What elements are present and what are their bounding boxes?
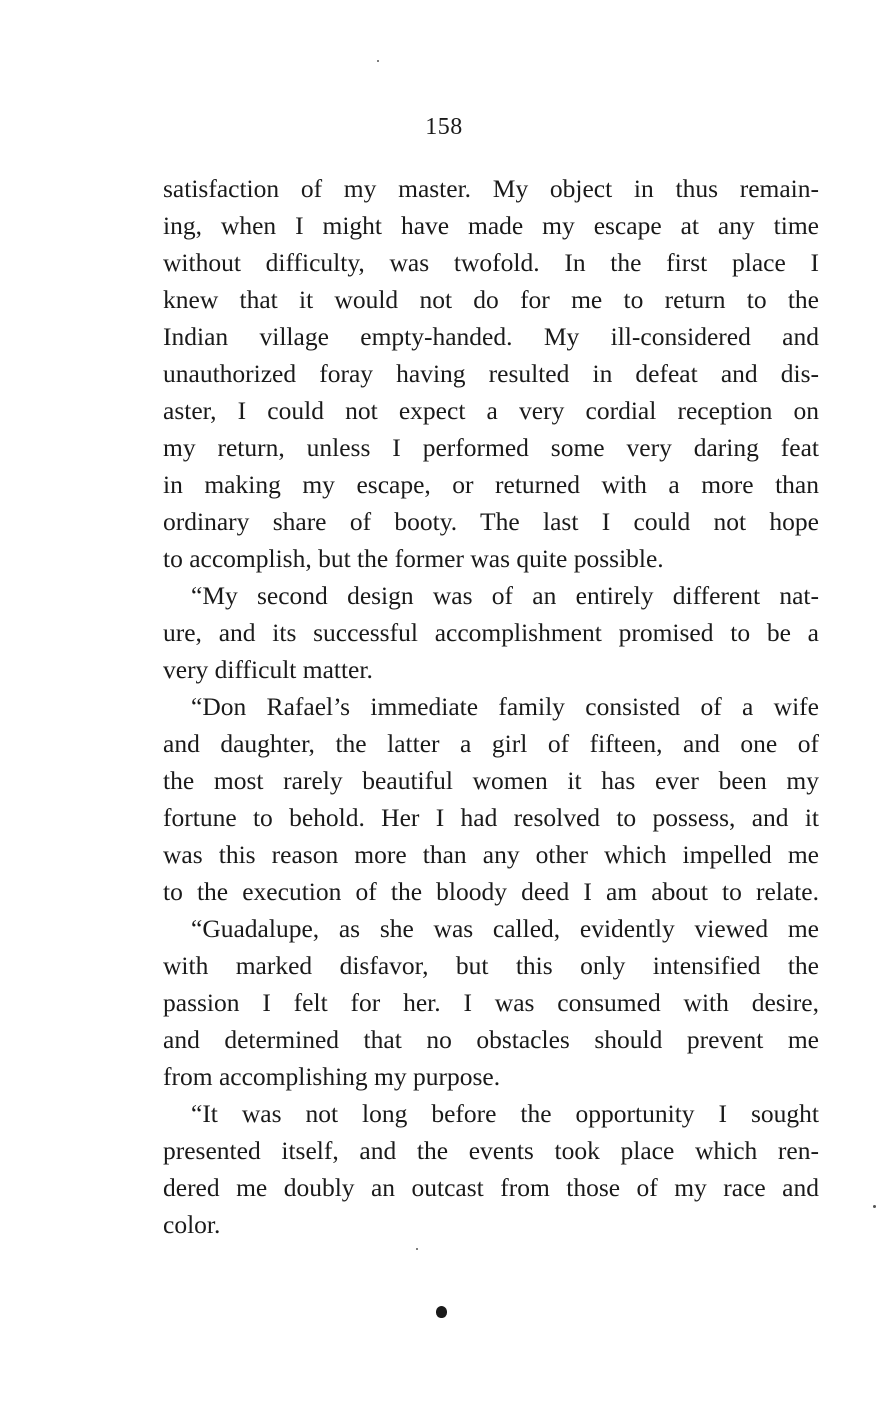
page-number: 158 [425, 114, 463, 140]
text-line: in making my escape, or returned with a more than [163, 470, 819, 499]
text-line: color. [163, 1210, 221, 1239]
text-line: “Guadalupe, as she was called, evidently viewed me [191, 914, 819, 943]
text-line: ing, when I might have made my escape at any time [163, 211, 819, 240]
text-line: dered me doubly an outcast from those of my race and [163, 1173, 819, 1202]
text-line: “Don Rafael’s immediate family consisted of a wife [191, 692, 819, 721]
paragraph-4 [163, 910, 819, 1095]
text-line: satisfaction of my master. My object in thus remain- [163, 174, 819, 203]
text-line: unauthorized foray having resulted in defeat and dis- [163, 359, 819, 388]
paper-speck [873, 1205, 876, 1208]
text-line: ordinary share of booty. The last I could not hope [163, 507, 819, 536]
text-line: passion I felt for her. I was consumed with desire, [163, 988, 819, 1017]
text-line: from accomplishing my purpose. [163, 1062, 501, 1091]
text-line: to the execution of the bloody deed I am about to relate. [163, 877, 819, 906]
text-line: with marked disfavor, but this only intensified the [163, 951, 819, 980]
text-line: my return, unless I performed some very daring feat [163, 433, 819, 462]
text-line: ure, and its successful accomplishment promised to be a [163, 618, 819, 647]
paragraph-3 [163, 688, 819, 910]
text-line: Indian village empty-handed. My ill-considered and [163, 322, 819, 351]
text-line: and daughter, the latter a girl of fifteen, and one of [163, 729, 819, 758]
paragraph-2 [163, 577, 819, 688]
printer-ornament [436, 1306, 447, 1318]
text-line: the most rarely beautiful women it has ever been my [163, 766, 819, 795]
text-line: “It was not long before the opportunity I sought [191, 1099, 819, 1128]
text-line: and determined that no obstacles should prevent me [163, 1025, 819, 1054]
text-line: to accomplish, but the former was quite possible. [163, 544, 664, 573]
paper-speck [377, 60, 379, 62]
text-line: presented itself, and the events took place which ren- [163, 1136, 819, 1165]
paragraph-1 [163, 170, 819, 577]
body-text [163, 170, 819, 1243]
paragraph-5 [163, 1095, 819, 1243]
paper-speck [416, 1248, 418, 1250]
text-line: very difficult matter. [163, 655, 373, 684]
text-line: knew that it would not do for me to return to the [163, 285, 819, 314]
text-line: “My second design was of an entirely different nat- [191, 581, 819, 610]
text-line: was this reason more than any other which impelled me [163, 840, 819, 869]
text-line: aster, I could not expect a very cordial reception on [163, 396, 819, 425]
text-line: without difficulty, was twofold. In the first place I [163, 248, 819, 277]
text-line: fortune to behold. Her I had resolved to possess, and it [163, 803, 819, 832]
